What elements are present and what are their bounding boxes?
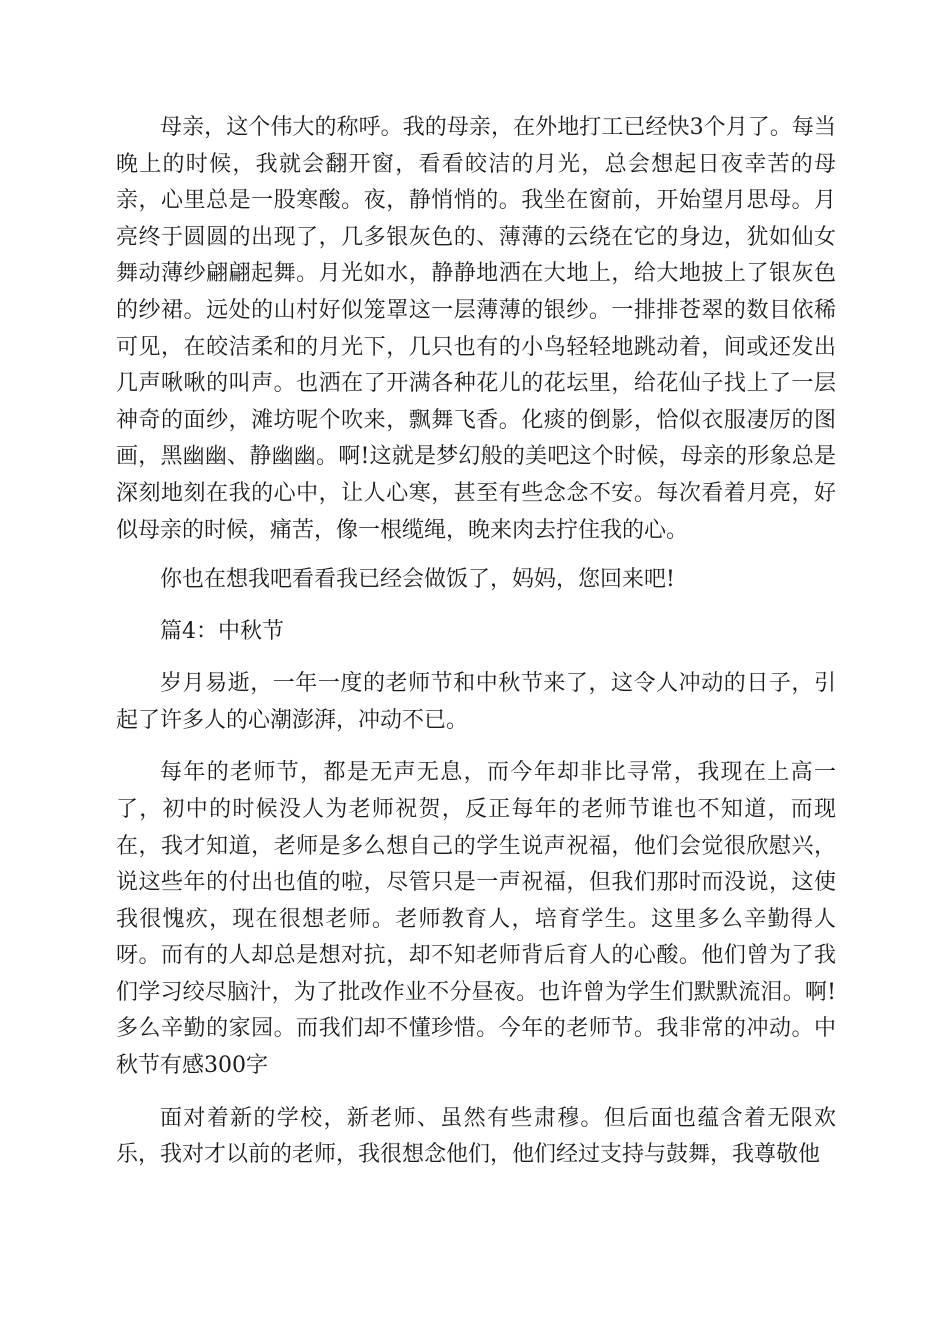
paragraph-come-home: 你也在想我吧看看我已经会做饭了，妈妈，您回来吧!: [160, 567, 675, 593]
section-heading: 篇4：中秋节: [160, 619, 284, 645]
paragraph-teachers-day: 每年的老师节，都是无声无息，而今年却非比寻常，我现在上高一了，初中的时候没人为老师祝贺，反正每年的老师节谁也不知道，而现在，我才知道，老师是多么想自己的学生说声祝福，他们会觉很欣慰兴，说这些年的付出也值的啦，尽管只是一声祝福，但我们那时而没说，这使我很愧疚，现在很想老师。老师教育人，培育学生。这里多么辛勤得人呀。而有的人却总是想对抗，却不知老师背后育人的心酸。他们曾为了我们学习绞尽脑汁，为了批改作业不分昼夜。也许曾为学生们默默流泪。啊!多么辛勤的家园。而我们却不懂珍惜。今年的老师节。我非常的冲动。中秋节有感300字: [116, 760, 836, 1079]
paragraph-mother-moon: 母亲，这个伟大的称呼。我的母亲，在外地打工已经快3个月了。每当晚上的时候，我就会翻开窗，看看皎洁的月光，总会想起日夜幸苦的母亲，心里总是一股寒酸。夜，静悄悄的。我坐在窗前，开始望月思母。月亮终于圆圆的出现了，几多银灰色的、薄薄的云绕在它的身边，犹如仙女舞动薄纱翩翩起舞。月光如水，静静地洒在大地上，给大地披上了银灰色的纱裙。远处的山村好似笼罩这一层薄薄的银纱。一排排苍翠的数目依稀可见，在皎洁柔和的月光下，几只也有的小鸟轻轻地跳动着，间或还发出几声啾啾的叫声。也洒在了开满各种花儿的花坛里，给花仙子找上了一层神奇的面纱，滩坊呢个吹来，飘舞飞香。化痰的倒影，恰似衣服凄厉的图画，黑幽幽、静幽幽。啊!这就是梦幻般的美吧这个时候，母亲的形象总是深刻地刻在我的心中，让人心寒，甚至有些念念不安。每次看着月亮，好似母亲的时候，痛苦，像一根缆绳，晚来肉去拧住我的心。: [116, 115, 836, 543]
document-body: [116, 110, 836, 1174]
paragraph-new-school: 面对着新的学校，新老师、虽然有些肃穆。但后面也蕴含着无限欢乐，我对才以前的老师，我很想念他们，他们经过支持与鼓舞，我尊敬他: [116, 1105, 836, 1168]
paragraph-festival-intro: 岁月易逝，一年一度的老师节和中秋节来了，这令人冲动的日子，引起了许多人的心潮澎湃，冲动不已。: [116, 671, 836, 733]
